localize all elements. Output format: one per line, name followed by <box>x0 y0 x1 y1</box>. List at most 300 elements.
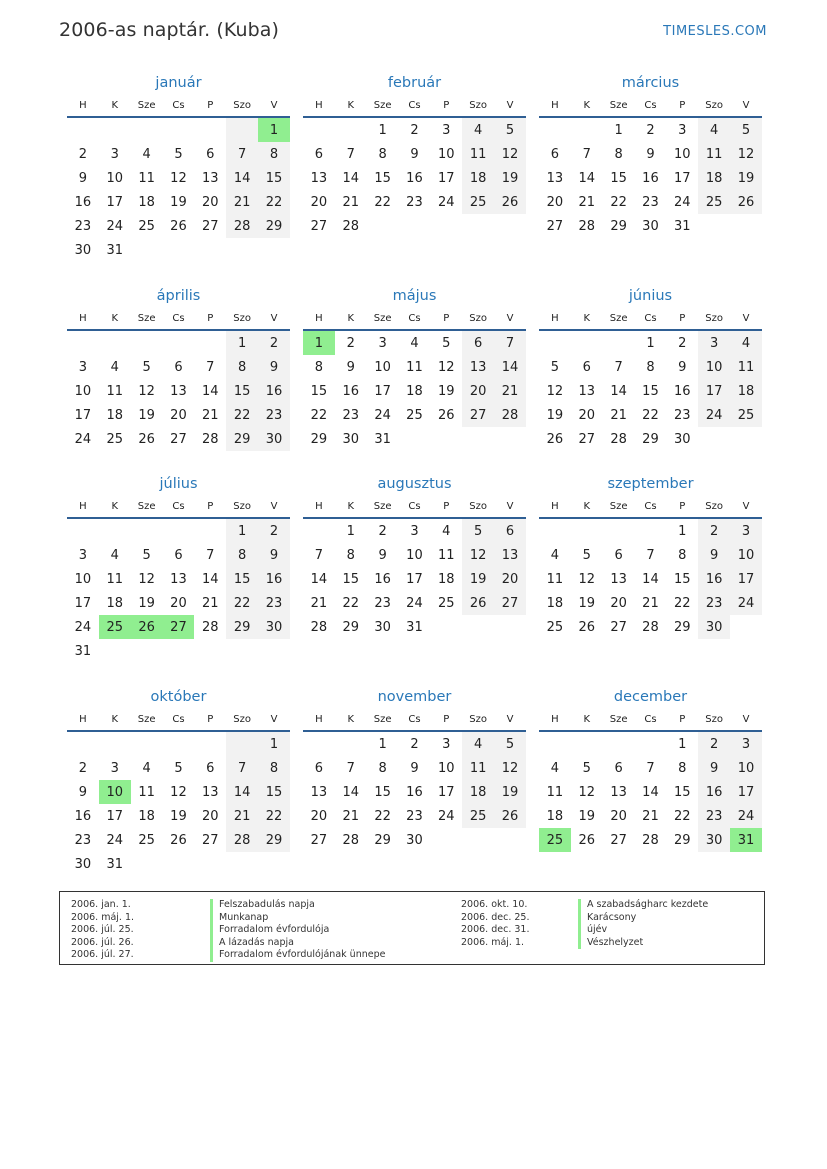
day-cell[interactable]: 30 <box>674 431 691 447</box>
day-cell[interactable]: 10 <box>106 170 124 186</box>
day-cell[interactable]: 10 <box>698 355 730 379</box>
day-cell[interactable]: 24 <box>74 431 92 447</box>
day-cell[interactable]: 11 <box>138 170 155 186</box>
day-cell[interactable]: 9 <box>410 760 419 776</box>
day-cell[interactable]: 28 <box>494 403 526 427</box>
day-cell[interactable]: 12 <box>494 756 526 780</box>
day-cell[interactable]: 21 <box>642 595 659 611</box>
day-cell[interactable]: 30 <box>406 832 423 848</box>
day-cell[interactable]: 12 <box>438 359 455 375</box>
day-cell[interactable]: 30 <box>258 427 290 451</box>
day-cell[interactable]: 21 <box>642 808 659 824</box>
day-cell[interactable]: 10 <box>674 146 691 162</box>
day-cell[interactable]: 30 <box>74 856 92 872</box>
day-cell[interactable]: 16 <box>406 784 423 800</box>
day-cell[interactable]: 22 <box>310 407 328 423</box>
day-cell[interactable]: 4 <box>550 547 560 563</box>
day-cell[interactable]: 19 <box>438 383 455 399</box>
day-cell[interactable]: 21 <box>202 595 219 611</box>
day-cell[interactable]: 20 <box>310 808 328 824</box>
day-cell[interactable]: 7 <box>226 756 258 780</box>
day-cell[interactable]: 7 <box>206 359 215 375</box>
day-cell[interactable]: 27 <box>170 431 187 447</box>
day-cell[interactable]: 20 <box>462 379 494 403</box>
day-cell[interactable]: 25 <box>406 407 423 423</box>
day-cell[interactable]: 1 <box>646 335 655 351</box>
day-cell[interactable]: 14 <box>226 166 258 190</box>
day-cell[interactable]: 18 <box>138 808 155 824</box>
day-cell[interactable]: 22 <box>374 194 391 210</box>
day-cell[interactable]: 1 <box>678 736 687 752</box>
day-cell[interactable]: 21 <box>494 379 526 403</box>
day-cell[interactable]: 9 <box>258 355 290 379</box>
day-cell[interactable]: 4 <box>142 146 151 162</box>
day-cell[interactable]: 24 <box>74 619 92 635</box>
day-cell[interactable]: 11 <box>406 359 423 375</box>
day-cell[interactable]: 23 <box>342 407 360 423</box>
day-cell[interactable]: 8 <box>378 146 387 162</box>
day-cell[interactable]: 19 <box>730 166 762 190</box>
day-cell[interactable]: 14 <box>610 383 627 399</box>
day-cell[interactable]: 22 <box>674 595 691 611</box>
day-cell[interactable]: 17 <box>374 383 391 399</box>
day-cell[interactable]: 24 <box>730 591 762 615</box>
day-cell[interactable]: 7 <box>206 547 215 563</box>
day-cell[interactable]: 2 <box>258 330 290 355</box>
day-cell[interactable]: 30 <box>342 431 360 447</box>
day-cell[interactable]: 28 <box>310 619 328 635</box>
day-cell[interactable]: 16 <box>674 383 691 399</box>
day-cell[interactable]: 15 <box>674 784 691 800</box>
day-cell[interactable]: 23 <box>74 218 92 234</box>
day-cell[interactable]: 5 <box>442 335 451 351</box>
day-cell[interactable]: 23 <box>642 194 659 210</box>
day-cell[interactable]: 31 <box>406 619 423 635</box>
day-cell[interactable]: 13 <box>578 383 596 399</box>
day-cell[interactable]: 28 <box>202 431 219 447</box>
day-cell[interactable]: 20 <box>170 407 187 423</box>
day-cell[interactable]: 9 <box>378 547 387 563</box>
day-cell[interactable]: 18 <box>462 780 494 804</box>
day-cell[interactable]: 2 <box>646 122 655 138</box>
day-cell[interactable]: 11 <box>462 142 494 166</box>
day-cell[interactable]: 16 <box>406 170 423 186</box>
day-cell[interactable]: 5 <box>582 760 591 776</box>
day-cell[interactable]: 12 <box>546 383 564 399</box>
day-cell[interactable]: 14 <box>578 170 596 186</box>
day-cell[interactable]: 7 <box>346 760 355 776</box>
day-cell[interactable]: 17 <box>438 784 455 800</box>
day-cell[interactable]: 31 <box>74 643 92 659</box>
day-cell[interactable]: 8 <box>614 146 623 162</box>
day-cell[interactable]: 22 <box>374 808 391 824</box>
day-cell[interactable]: 15 <box>226 379 258 403</box>
day-cell[interactable]: 12 <box>138 383 155 399</box>
day-cell[interactable]: 7 <box>226 142 258 166</box>
day-cell[interactable]: 20 <box>170 595 187 611</box>
day-cell[interactable]: 5 <box>174 146 183 162</box>
day-cell[interactable]: 9 <box>78 170 88 186</box>
day-cell[interactable]: 27 <box>202 218 219 234</box>
day-cell[interactable]: 22 <box>674 808 691 824</box>
day-cell[interactable]: 17 <box>406 571 423 587</box>
day-cell[interactable]: 2 <box>78 146 88 162</box>
day-cell[interactable]: 8 <box>226 355 258 379</box>
day-cell[interactable]: 3 <box>698 330 730 355</box>
day-cell[interactable]: 27 <box>462 403 494 427</box>
day-cell[interactable]: 28 <box>226 828 258 852</box>
day-cell[interactable]: 6 <box>614 547 623 563</box>
day-cell[interactable]: 8 <box>646 359 655 375</box>
day-cell[interactable]: 27 <box>494 591 526 615</box>
day-cell[interactable]: 25 <box>698 190 730 214</box>
day-cell[interactable]: 28 <box>642 832 659 848</box>
day-cell[interactable]: 26 <box>138 431 155 447</box>
brand-link[interactable]: TIMESLES.COM <box>663 24 767 39</box>
day-cell[interactable]: 27 <box>546 218 564 234</box>
day-cell[interactable]: 20 <box>310 194 328 210</box>
day-cell[interactable]: 3 <box>110 146 119 162</box>
day-cell[interactable]: 3 <box>78 547 88 563</box>
day-cell[interactable]: 11 <box>462 756 494 780</box>
day-cell[interactable]: 4 <box>698 117 730 142</box>
day-cell[interactable]: 30 <box>258 615 290 639</box>
day-cell[interactable]: 26 <box>546 431 564 447</box>
day-cell[interactable]: 24 <box>438 194 455 210</box>
day-cell[interactable]: 4 <box>462 731 494 756</box>
day-cell[interactable]: 15 <box>374 784 391 800</box>
day-cell[interactable]: 30 <box>698 828 730 852</box>
day-cell[interactable]: 8 <box>378 760 387 776</box>
day-cell[interactable]: 14 <box>642 571 659 587</box>
day-cell[interactable]: 25 <box>546 619 564 635</box>
day-cell[interactable]: 9 <box>346 359 355 375</box>
day-cell[interactable]: 10 <box>730 543 762 567</box>
day-cell[interactable]: 1 <box>614 122 623 138</box>
day-cell[interactable]: 1 <box>678 523 687 539</box>
day-cell[interactable]: 24 <box>730 804 762 828</box>
day-cell[interactable]: 4 <box>110 547 119 563</box>
day-cell[interactable]: 26 <box>462 591 494 615</box>
day-cell[interactable]: 11 <box>438 547 455 563</box>
day-cell[interactable]: 24 <box>698 403 730 427</box>
day-cell[interactable]: 17 <box>106 194 124 210</box>
day-cell[interactable]: 25 <box>99 615 131 639</box>
day-cell[interactable]: 21 <box>342 194 360 210</box>
day-cell[interactable]: 25 <box>106 431 124 447</box>
day-cell[interactable]: 1 <box>346 523 355 539</box>
day-cell[interactable]: 18 <box>138 194 155 210</box>
day-cell[interactable]: 13 <box>170 571 187 587</box>
day-cell[interactable]: 4 <box>442 523 451 539</box>
day-cell[interactable]: 13 <box>202 784 219 800</box>
day-cell[interactable]: 1 <box>226 518 258 543</box>
day-cell[interactable]: 22 <box>342 595 360 611</box>
day-cell[interactable]: 1 <box>303 330 335 355</box>
day-cell[interactable]: 1 <box>258 731 290 756</box>
day-cell[interactable]: 1 <box>378 736 387 752</box>
day-cell[interactable]: 11 <box>106 383 124 399</box>
day-cell[interactable]: 4 <box>110 359 119 375</box>
day-cell[interactable]: 26 <box>438 407 455 423</box>
day-cell[interactable]: 14 <box>342 170 360 186</box>
day-cell[interactable]: 28 <box>202 619 219 635</box>
day-cell[interactable]: 19 <box>170 808 187 824</box>
day-cell[interactable]: 11 <box>730 355 762 379</box>
day-cell[interactable]: 6 <box>206 760 215 776</box>
day-cell[interactable]: 15 <box>342 571 360 587</box>
day-cell[interactable]: 4 <box>142 760 151 776</box>
day-cell[interactable]: 2 <box>346 335 355 351</box>
day-cell[interactable]: 9 <box>698 543 730 567</box>
day-cell[interactable]: 29 <box>342 619 360 635</box>
day-cell[interactable]: 17 <box>674 170 691 186</box>
day-cell[interactable]: 22 <box>226 403 258 427</box>
day-cell[interactable]: 25 <box>138 218 155 234</box>
day-cell[interactable]: 15 <box>310 383 328 399</box>
day-cell[interactable]: 23 <box>74 832 92 848</box>
day-cell[interactable]: 5 <box>494 731 526 756</box>
day-cell[interactable]: 10 <box>438 760 455 776</box>
day-cell[interactable]: 17 <box>730 780 762 804</box>
day-cell[interactable]: 19 <box>578 595 596 611</box>
day-cell[interactable]: 24 <box>374 407 391 423</box>
day-cell[interactable]: 22 <box>642 407 659 423</box>
day-cell[interactable]: 16 <box>698 780 730 804</box>
day-cell[interactable]: 25 <box>438 595 455 611</box>
day-cell[interactable]: 6 <box>314 146 324 162</box>
day-cell[interactable]: 14 <box>310 571 328 587</box>
day-cell[interactable]: 12 <box>494 142 526 166</box>
day-cell[interactable]: 29 <box>674 832 691 848</box>
day-cell[interactable]: 19 <box>138 407 155 423</box>
day-cell[interactable]: 20 <box>546 194 564 210</box>
day-cell[interactable]: 15 <box>258 780 290 804</box>
day-cell[interactable]: 15 <box>258 166 290 190</box>
day-cell[interactable]: 11 <box>106 571 124 587</box>
day-cell[interactable]: 19 <box>170 194 187 210</box>
day-cell[interactable]: 25 <box>730 403 762 427</box>
day-cell[interactable]: 28 <box>342 218 360 234</box>
day-cell[interactable]: 21 <box>226 190 258 214</box>
day-cell[interactable]: 8 <box>346 547 355 563</box>
day-cell[interactable]: 14 <box>342 784 360 800</box>
day-cell[interactable]: 13 <box>610 784 627 800</box>
day-cell[interactable]: 23 <box>698 804 730 828</box>
day-cell[interactable]: 1 <box>226 330 258 355</box>
day-cell[interactable]: 10 <box>730 756 762 780</box>
day-cell[interactable]: 3 <box>730 731 762 756</box>
day-cell[interactable]: 12 <box>170 784 187 800</box>
day-cell[interactable]: 26 <box>578 832 596 848</box>
day-cell[interactable]: 23 <box>406 808 423 824</box>
day-cell[interactable]: 28 <box>610 431 627 447</box>
day-cell[interactable]: 19 <box>494 780 526 804</box>
day-cell[interactable]: 7 <box>646 547 655 563</box>
day-cell[interactable]: 22 <box>226 591 258 615</box>
day-cell[interactable]: 20 <box>202 808 219 824</box>
day-cell[interactable]: 2 <box>410 736 419 752</box>
day-cell[interactable]: 19 <box>138 595 155 611</box>
day-cell[interactable]: 20 <box>610 595 627 611</box>
day-cell[interactable]: 29 <box>642 431 659 447</box>
day-cell[interactable]: 2 <box>410 122 419 138</box>
day-cell[interactable]: 3 <box>678 122 687 138</box>
day-cell[interactable]: 9 <box>258 543 290 567</box>
day-cell[interactable]: 19 <box>494 166 526 190</box>
day-cell[interactable]: 14 <box>226 780 258 804</box>
day-cell[interactable]: 19 <box>578 808 596 824</box>
day-cell[interactable]: 6 <box>314 760 324 776</box>
day-cell[interactable]: 15 <box>642 383 659 399</box>
day-cell[interactable]: 2 <box>78 760 88 776</box>
day-cell[interactable]: 22 <box>258 804 290 828</box>
day-cell[interactable]: 13 <box>546 170 564 186</box>
day-cell[interactable]: 18 <box>698 166 730 190</box>
day-cell[interactable]: 17 <box>698 379 730 403</box>
day-cell[interactable]: 8 <box>314 359 324 375</box>
day-cell[interactable]: 28 <box>578 218 596 234</box>
day-cell[interactable]: 30 <box>698 615 730 639</box>
day-cell[interactable]: 10 <box>438 146 455 162</box>
day-cell[interactable]: 16 <box>74 808 92 824</box>
day-cell[interactable]: 14 <box>642 784 659 800</box>
day-cell[interactable]: 18 <box>106 595 124 611</box>
day-cell[interactable]: 6 <box>174 547 183 563</box>
day-cell[interactable]: 5 <box>462 518 494 543</box>
day-cell[interactable]: 18 <box>462 166 494 190</box>
day-cell[interactable]: 30 <box>642 218 659 234</box>
day-cell[interactable]: 18 <box>546 595 564 611</box>
day-cell[interactable]: 29 <box>374 832 391 848</box>
day-cell[interactable]: 6 <box>206 146 215 162</box>
day-cell[interactable]: 18 <box>106 407 124 423</box>
day-cell[interactable]: 17 <box>106 808 124 824</box>
day-cell[interactable]: 3 <box>410 523 419 539</box>
day-cell[interactable]: 12 <box>170 170 187 186</box>
day-cell[interactable]: 25 <box>462 804 494 828</box>
day-cell[interactable]: 3 <box>78 359 88 375</box>
day-cell[interactable]: 23 <box>258 591 290 615</box>
day-cell[interactable]: 7 <box>314 547 324 563</box>
day-cell[interactable]: 16 <box>374 571 391 587</box>
day-cell[interactable]: 5 <box>582 547 591 563</box>
day-cell[interactable]: 6 <box>494 518 526 543</box>
day-cell[interactable]: 11 <box>698 142 730 166</box>
day-cell[interactable]: 16 <box>642 170 659 186</box>
day-cell[interactable]: 8 <box>678 547 687 563</box>
day-cell[interactable]: 23 <box>258 403 290 427</box>
day-cell[interactable]: 7 <box>614 359 623 375</box>
day-cell[interactable]: 6 <box>462 330 494 355</box>
day-cell[interactable]: 4 <box>462 117 494 142</box>
day-cell[interactable]: 16 <box>258 567 290 591</box>
day-cell[interactable]: 20 <box>578 407 596 423</box>
day-cell[interactable]: 6 <box>614 760 623 776</box>
day-cell[interactable]: 13 <box>310 170 328 186</box>
day-cell[interactable]: 20 <box>202 194 219 210</box>
day-cell[interactable]: 8 <box>258 142 290 166</box>
day-cell[interactable]: 7 <box>582 146 591 162</box>
day-cell[interactable]: 9 <box>410 146 419 162</box>
day-cell[interactable]: 15 <box>610 170 627 186</box>
day-cell[interactable]: 13 <box>462 355 494 379</box>
day-cell[interactable]: 26 <box>494 190 526 214</box>
day-cell[interactable]: 13 <box>170 383 187 399</box>
day-cell[interactable]: 23 <box>406 194 423 210</box>
day-cell[interactable]: 15 <box>374 170 391 186</box>
day-cell[interactable]: 10 <box>406 547 423 563</box>
day-cell[interactable]: 29 <box>226 427 258 451</box>
day-cell[interactable]: 10 <box>99 780 131 804</box>
day-cell[interactable]: 18 <box>730 379 762 403</box>
day-cell[interactable]: 29 <box>226 615 258 639</box>
day-cell[interactable]: 16 <box>74 194 92 210</box>
day-cell[interactable]: 9 <box>678 359 687 375</box>
day-cell[interactable]: 24 <box>406 595 423 611</box>
day-cell[interactable]: 28 <box>342 832 360 848</box>
day-cell[interactable]: 19 <box>462 567 494 591</box>
day-cell[interactable]: 25 <box>462 190 494 214</box>
day-cell[interactable]: 8 <box>226 543 258 567</box>
day-cell[interactable]: 10 <box>74 383 92 399</box>
day-cell[interactable]: 25 <box>138 832 155 848</box>
day-cell[interactable]: 9 <box>78 784 88 800</box>
day-cell[interactable]: 26 <box>730 190 762 214</box>
day-cell[interactable]: 22 <box>258 190 290 214</box>
day-cell[interactable]: 21 <box>226 804 258 828</box>
day-cell[interactable]: 4 <box>410 335 419 351</box>
day-cell[interactable]: 26 <box>578 619 596 635</box>
day-cell[interactable]: 31 <box>374 431 391 447</box>
day-cell[interactable]: 23 <box>698 591 730 615</box>
day-cell[interactable]: 27 <box>202 832 219 848</box>
day-cell[interactable]: 6 <box>582 359 591 375</box>
day-cell[interactable]: 16 <box>258 379 290 403</box>
day-cell[interactable]: 21 <box>310 595 328 611</box>
day-cell[interactable]: 9 <box>698 756 730 780</box>
day-cell[interactable]: 12 <box>578 571 596 587</box>
day-cell[interactable]: 19 <box>546 407 564 423</box>
day-cell[interactable]: 12 <box>138 571 155 587</box>
day-cell[interactable]: 27 <box>163 615 195 639</box>
day-cell[interactable]: 27 <box>310 218 328 234</box>
day-cell[interactable]: 30 <box>74 242 92 258</box>
day-cell[interactable]: 16 <box>342 383 360 399</box>
day-cell[interactable]: 5 <box>550 359 560 375</box>
day-cell[interactable]: 10 <box>374 359 391 375</box>
day-cell[interactable]: 1 <box>258 117 290 142</box>
day-cell[interactable]: 2 <box>678 335 687 351</box>
day-cell[interactable]: 14 <box>202 383 219 399</box>
day-cell[interactable]: 7 <box>346 146 355 162</box>
day-cell[interactable]: 4 <box>550 760 560 776</box>
day-cell[interactable]: 3 <box>730 518 762 543</box>
day-cell[interactable]: 31 <box>106 242 124 258</box>
day-cell[interactable]: 6 <box>550 146 560 162</box>
day-cell[interactable]: 26 <box>494 804 526 828</box>
day-cell[interactable]: 30 <box>374 619 391 635</box>
day-cell[interactable]: 16 <box>698 567 730 591</box>
day-cell[interactable]: 27 <box>610 619 627 635</box>
day-cell[interactable]: 27 <box>578 431 596 447</box>
day-cell[interactable]: 31 <box>674 218 691 234</box>
day-cell[interactable]: 12 <box>462 543 494 567</box>
day-cell[interactable]: 22 <box>610 194 627 210</box>
day-cell[interactable]: 5 <box>142 359 151 375</box>
day-cell[interactable]: 29 <box>310 431 328 447</box>
day-cell[interactable]: 25 <box>539 828 571 852</box>
